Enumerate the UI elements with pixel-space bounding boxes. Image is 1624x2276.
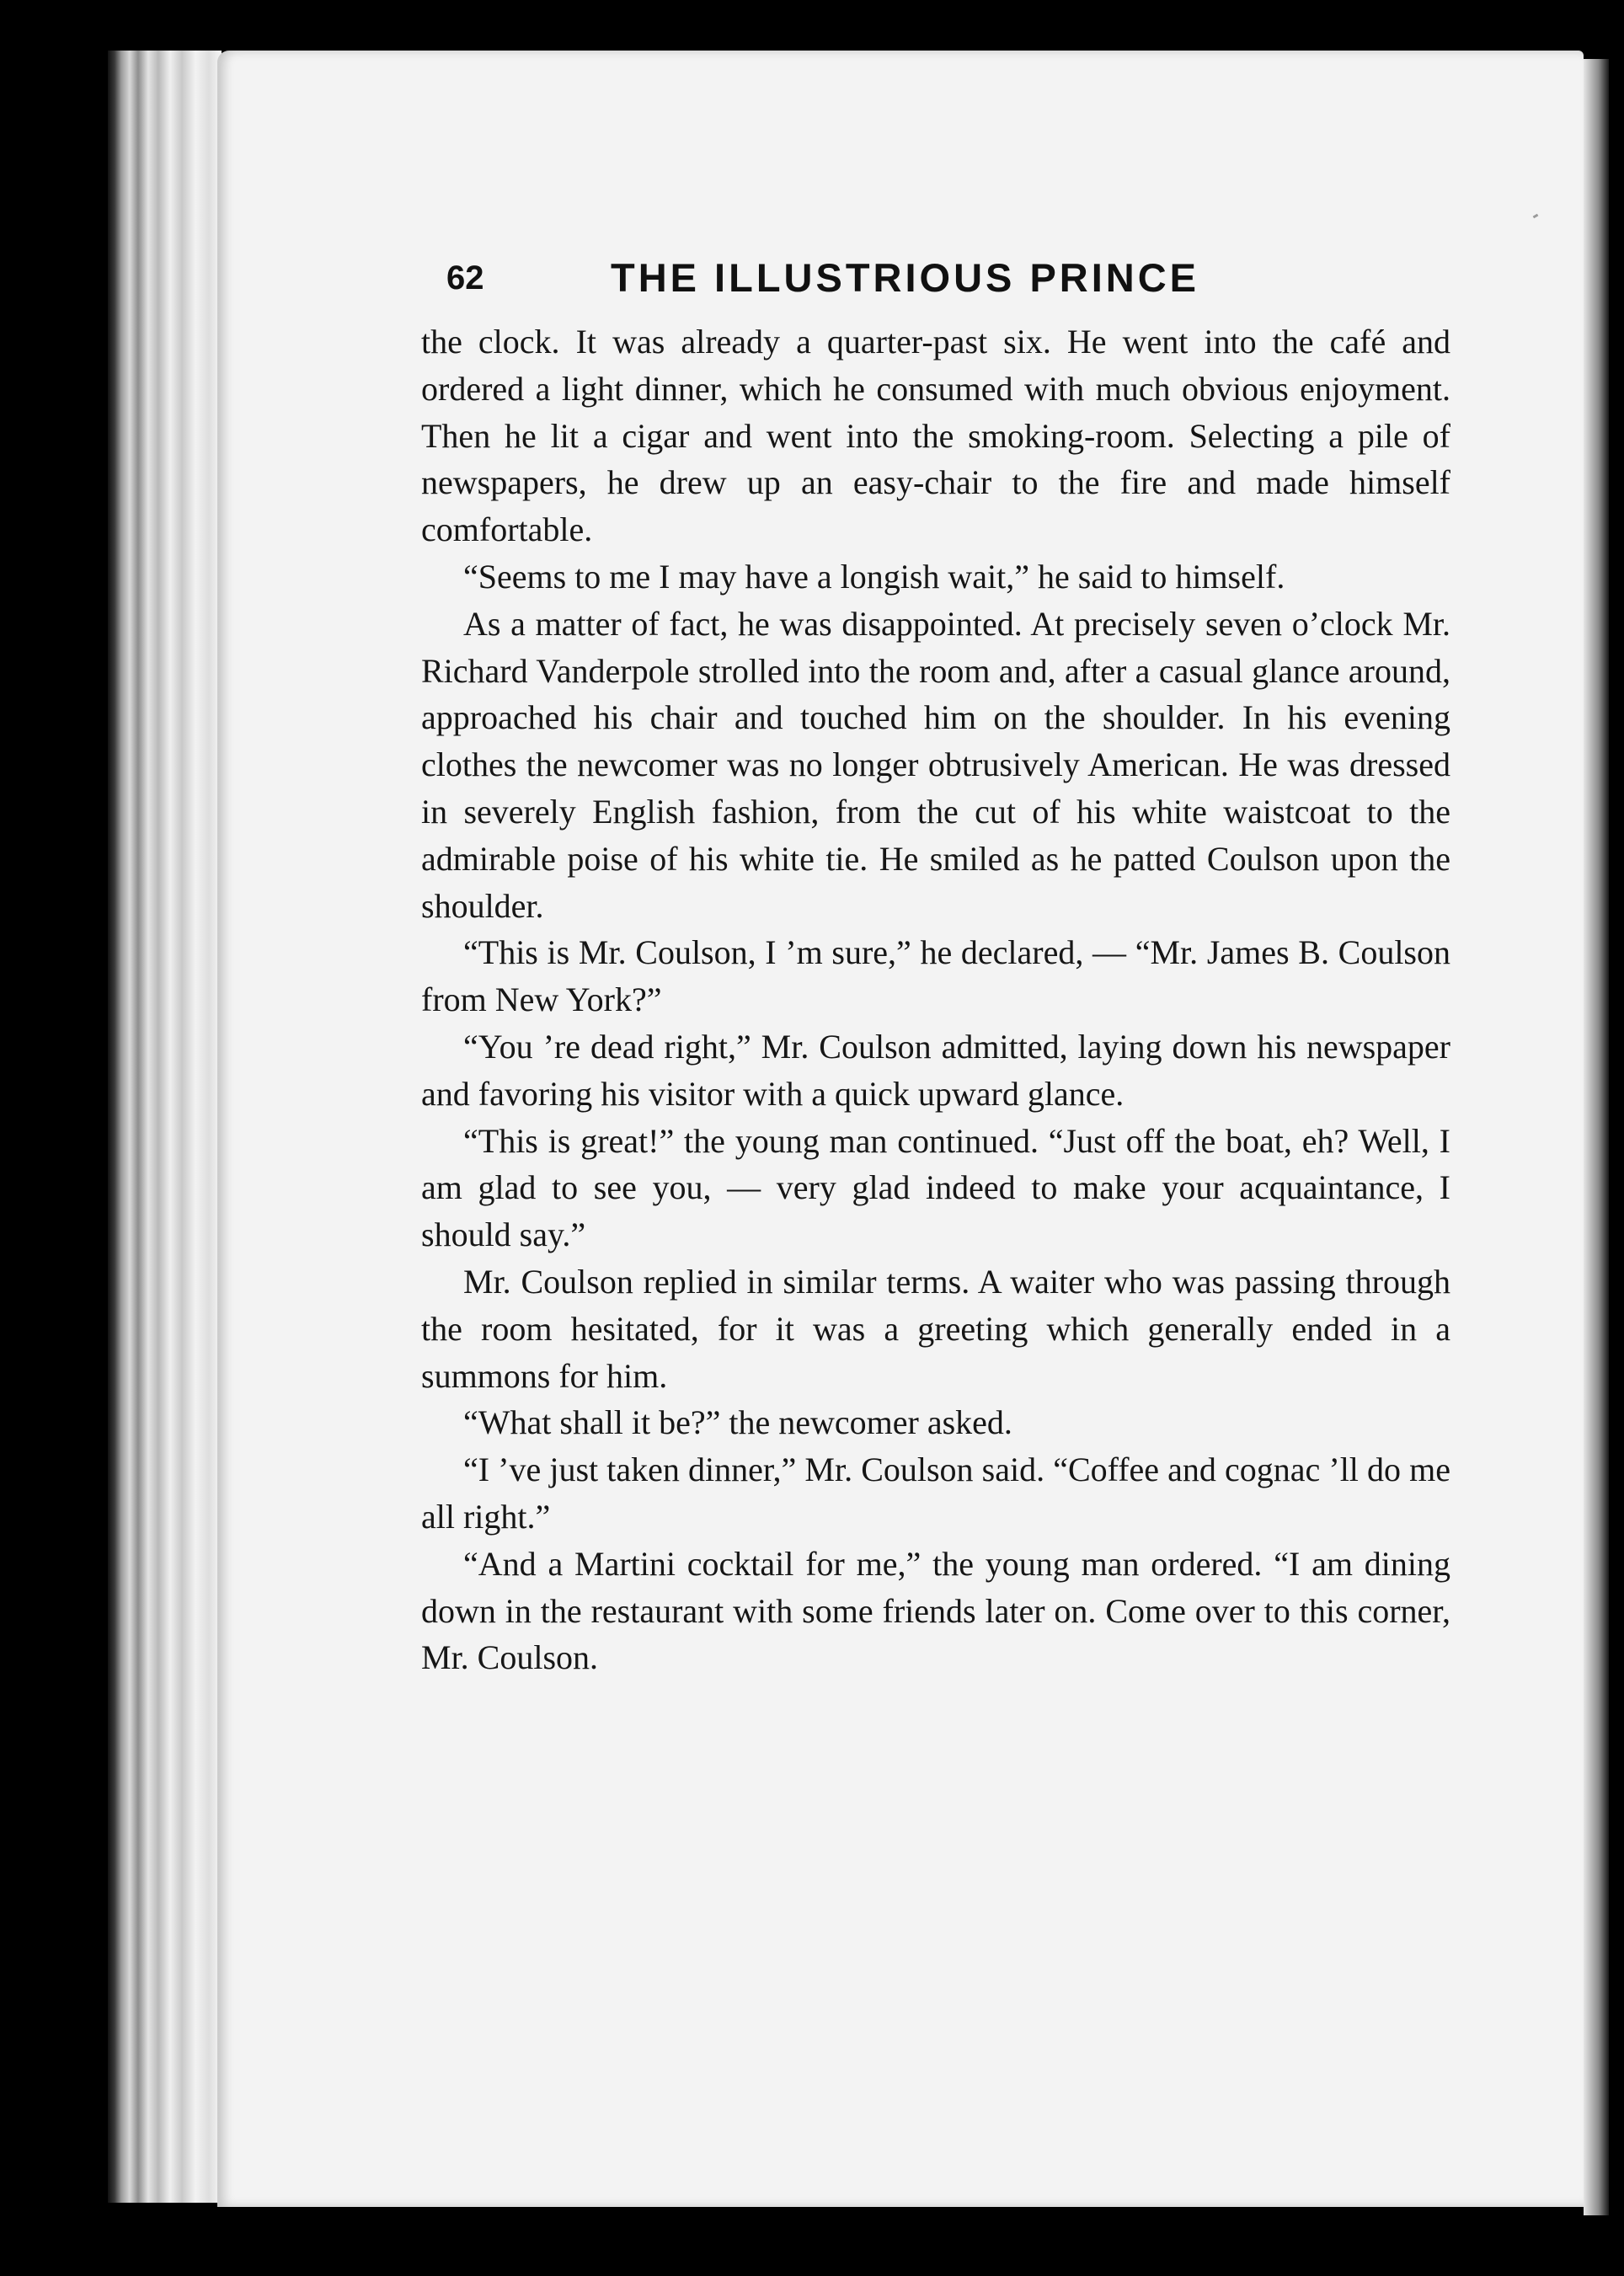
paragraph: Mr. Coulson replied in similar terms. A waiter who was passing through the room hesitated, for it was a greeting which generally ended in a summons for him. [421,1262,1450,1395]
paragraph: As a matter of fact, he was disappointed. At precisely seven o’clock Mr. Richard Vanderpole strolled into the room and, after a casual glance around, approached his chair and touched him on the shoulder. In his evening clothes the newcomer was no longer obtrusively American. He was dressed in severely English fashion, from the cut of his white waistcoat to the admirable poise of his white tie. He smiled as he patted Coulson upon the shoulder. [421,604,1450,925]
body-text [421,318,1450,1681]
running-head [446,253,1457,303]
paragraph: “I ’ve just taken dinner,” Mr. Coulson said. “Coffee and cognac ’ll do me all right.” [421,1451,1450,1536]
paragraph: “You ’re dead right,” Mr. Coulson admitted, laying down his newspaper and favoring his visitor with a quick upward glance. [421,1027,1450,1113]
paragraph: the clock. It was already a quarter-past six. He went into the café and ordered a light dinner, which he consumed with much obvious enjoyment. Then he lit a cigar and went into the smoking-room. Selecting a pile of newspapers, he drew up an easy-chair to the fire and made himself comfortable. [421,323,1450,549]
paragraph: “And a Martini cocktail for me,” the young man ordered. “I am dining down in the restaurant with some friends later on. Come over to this corner, Mr. Coulson. [421,1544,1450,1677]
paragraph: “What shall it be?” the newcomer asked. [463,1403,1012,1442]
paragraph: “This is Mr. Coulson, I ’m sure,” he declared, — “Mr. James B. Coulson from New York?” [421,933,1450,1019]
paragraph: “This is great!” the young man continued. “Just off the boat, eh? Well, I am glad to see you, — very glad indeed to make your acquaintance, I should say.” [421,1121,1450,1254]
book-page-edges [108,51,222,2203]
page-number: 62 [446,259,484,297]
page-right-edge [1584,59,1609,2215]
paragraph: “Seems to me I may have a longish wait,” he said to himself. [463,557,1285,596]
book-title: THE ILLUSTRIOUS PRINCE [611,255,1200,300]
